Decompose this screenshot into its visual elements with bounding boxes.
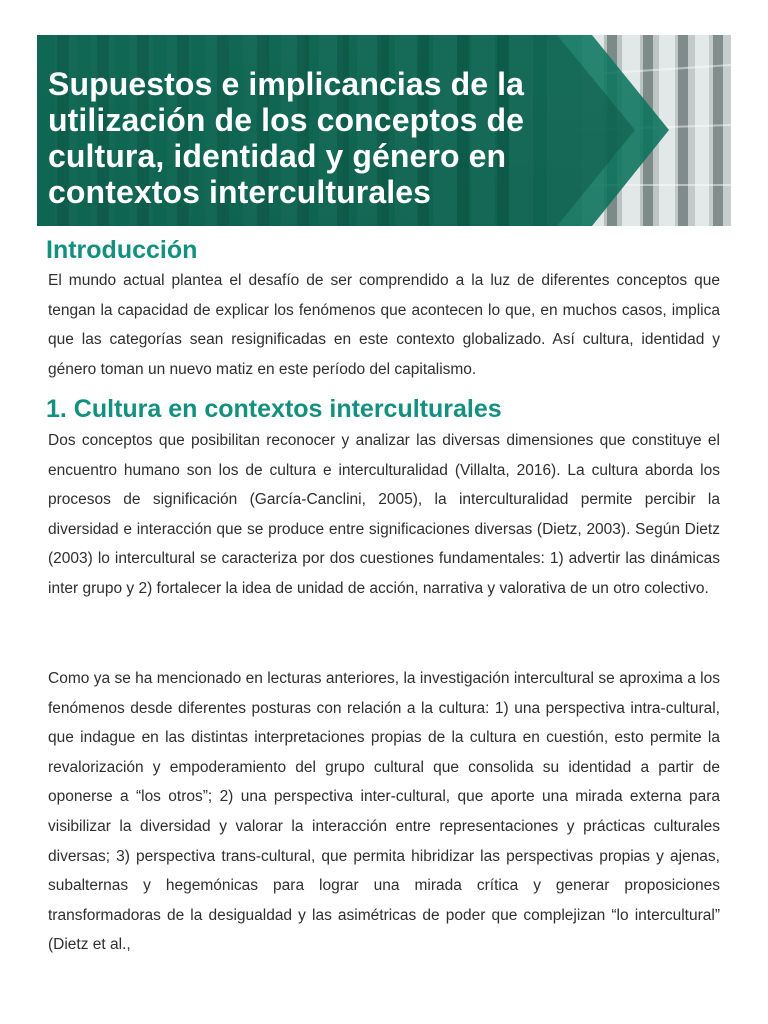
heading-section-1: 1. Cultura en contextos interculturales (46, 395, 502, 423)
intro-paragraph: El mundo actual plantea el desafío de ser comprendido a la luz de diferentes conceptos que tengan la capacidad de explicar los fenómenos que acontecen lo que, en muchos casos, implica que las categorías sean resignificadas en este contexto globalizado. Así cultura, identidad y género toman un nuevo matiz en este período del capitalismo. (48, 272, 720, 378)
document-title: Supuestos e implicancias de la utilización de los conceptos de cultura, identidad y género en contextos interculturales (48, 66, 525, 210)
heading-introduccion: Introducción (46, 236, 198, 264)
section1-paragraph-2: Como ya se ha mencionado en lecturas anteriores, la investigación intercultural se aproxima a los fenómenos desde diferentes posturas con relación a la cultura: 1) una perspectiva intra-cultural, que indague en las distintas interpretaciones propias de la cultura en cuestión, esto permite la revalorización y empoderamiento del grupo cultural que consolida su identidad a partir de oponerse a “los otros”; 2) una perspectiva inter-cultural, que aporte una mirada externa para visibilizar la diversidad y valorar la interacción entre representaciones y prácticas culturales diversas; 3) perspectiva trans-cultural, que permita hibridizar las perspectivas propias y ajenas, subalternas y hegemónicas para lograr una mirada crítica y generar proposiciones transformadoras de la desigualdad y las asimétricas de poder que complejizan “lo intercultural” (Dietz et al., (48, 670, 720, 954)
section1-paragraph-1: Dos conceptos que posibilitan reconocer y analizar las diversas dimensiones que constituye el encuentro humano son los de cultura e interculturalidad (Villalta, 2016). La cultura aborda los procesos de significación (García-Canclini, 2005), la interculturalidad permite percibir la diversidad e interacción que se produce entre significaciones diversas (Dietz, 2003). Según Dietz (2003) lo intercultural se caracteriza por dos cuestiones fundamentales: 1) advertir las dinámicas inter grupo y 2) fortalecer la idea de unidad de acción, narrativa y valorativa de un otro colectivo. (48, 432, 720, 597)
header-banner (37, 35, 731, 226)
